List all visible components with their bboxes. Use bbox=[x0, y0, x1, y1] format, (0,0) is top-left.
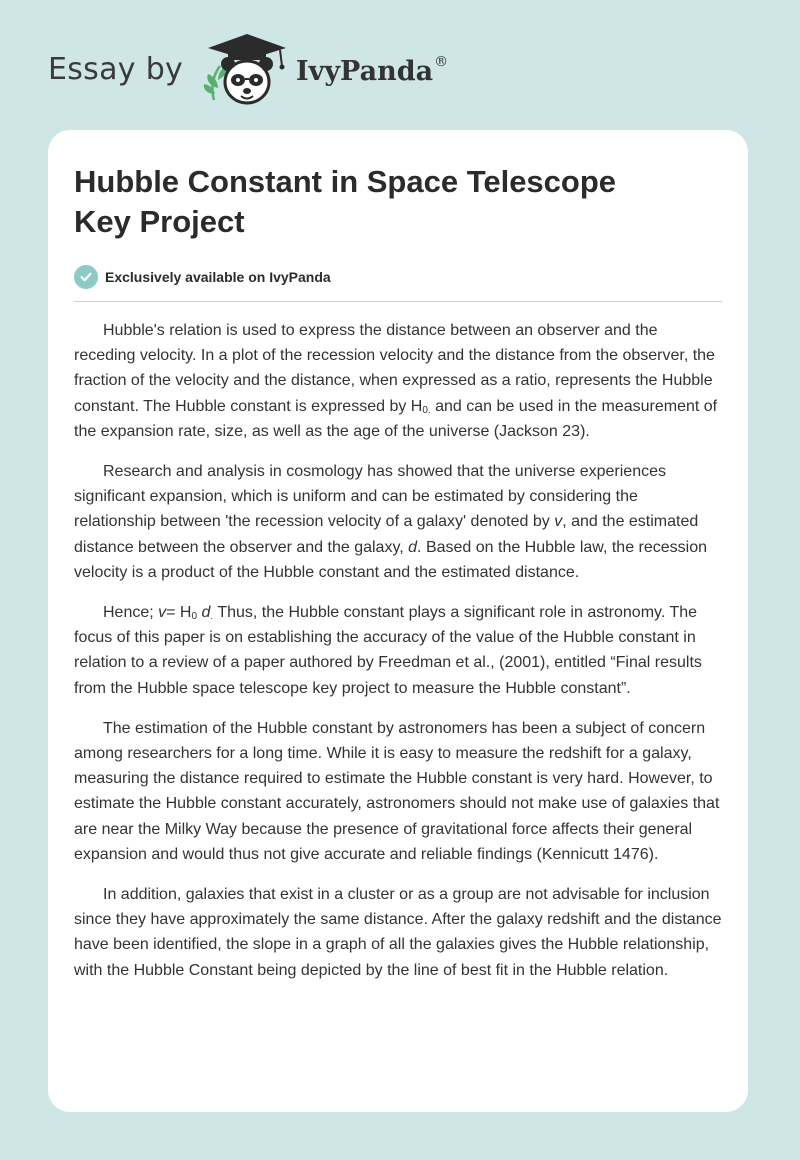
panda-graduate-icon bbox=[200, 30, 290, 110]
paragraph-1: Hubble's relation is used to express the distance between an observer and the receding velocity. In a plot of the recession velocity and the distance from the observer, the fraction of the velocity and the distance, when expressed as a ratio, represents the Hubble constant. The Hubble constant is expressed by $H_{0.}$ and can be used in the measurement of the expansion rate, size, as well as the age of the universe (Jackson 23). bbox=[74, 322, 718, 440]
registered-mark: ® bbox=[434, 54, 449, 70]
check-circle-icon bbox=[74, 265, 98, 289]
site-header-brand[interactable] bbox=[48, 30, 508, 110]
essay-card bbox=[48, 130, 748, 1112]
essay-title: Hubble Constant in Space Telescope Key Project bbox=[74, 164, 617, 239]
essay-by-label: Essay by bbox=[48, 52, 184, 87]
divider bbox=[74, 301, 722, 302]
paragraph-5: In addition, galaxies that exist in a cluster or as a group are not advisable for inclusion since they have approximately the same distance. After the galaxy redshift and the distance have been identified, the slope in a graph of all the galaxies gives the Hubble relationship, with the Hubble Constant being depicted by the line of best fit in the Hubble relation. bbox=[74, 886, 722, 979]
exclusive-badge bbox=[74, 264, 722, 290]
essay-body bbox=[74, 318, 722, 983]
exclusive-badge-label: Exclusively available on IvyPanda bbox=[105, 269, 331, 285]
paragraph-4: The estimation of the Hubble constant by astronomers has been a subject of concern among researchers for a long time. While it is easy to measure the redshift for a galaxy, measuring the distance required to estimate the Hubble constant is very hard. However, to estimate the Hubble constant accurately, astronomers should not make use of galaxies that are near the Milky Way because the presence of gravitational force affects their general expansion and would thus not give accurate and reliable findings (Kennicutt 1476). bbox=[74, 719, 720, 863]
paragraph-2: Research and analysis in cosmology has showed that the universe experiences significant expansion, which is uniform and can be estimated by considering the relationship between 'the recession velocity of a galaxy' denoted by v, and the estimated distance between the observer and the galaxy, d. Based on the Hubble law, the recession velocity is a product of the Hubble constant and the estimated distance. bbox=[74, 463, 708, 581]
ivypanda-wordmark: IvyPanda® bbox=[296, 54, 449, 87]
paragraph-3: Hence; $v= H_0$ $d_.$ Thus, the Hubble constant plays a significant role in astronomy. The focus of this paper is on establishing the accuracy of the value of the Hubble constant in relation to a review of a paper authored by Freedman et al., (2001), entitled “Final results from the Hubble space telescope key project to measure the Hubble constant”. bbox=[74, 604, 702, 697]
